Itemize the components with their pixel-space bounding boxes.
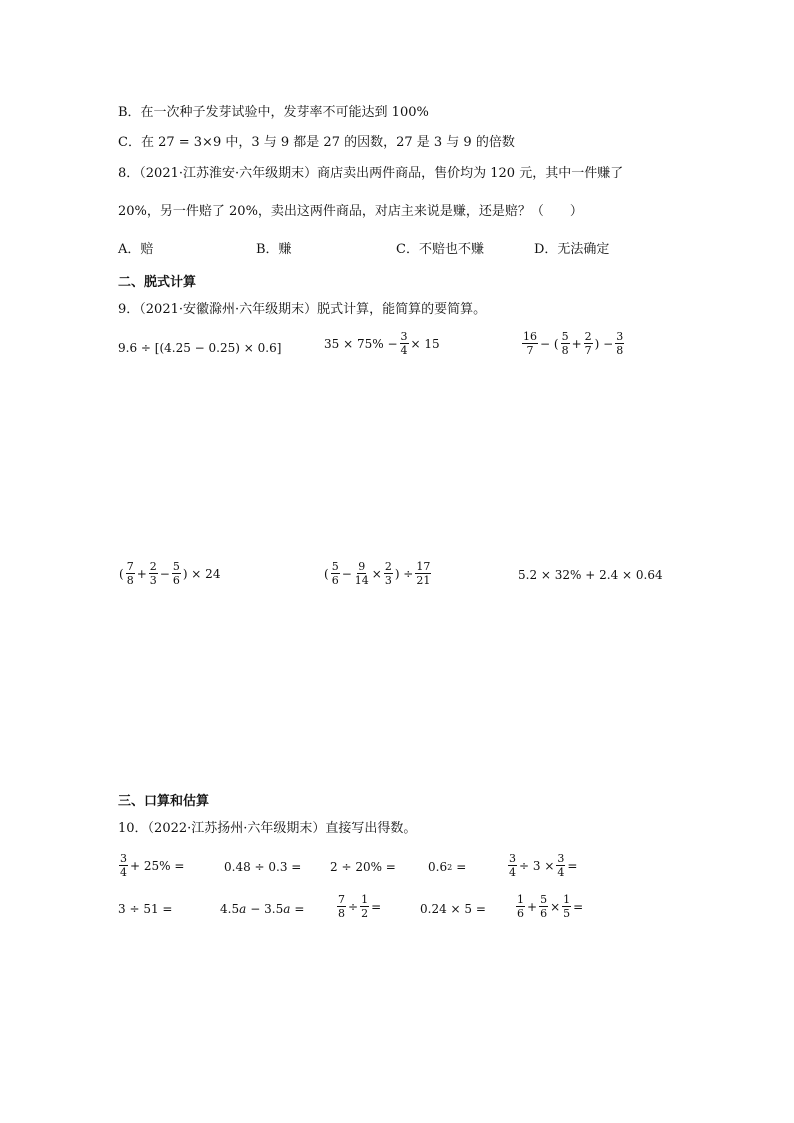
calc-r1-a — [118, 852, 185, 879]
expr-9-4-a: ( — [119, 566, 124, 581]
q8-option-d: D．无法确定 — [534, 242, 610, 257]
expr-9-5 — [323, 560, 432, 587]
numerator: 5 — [540, 893, 548, 906]
expr-9-3 — [521, 330, 625, 357]
q8-option-b: B．赚 — [256, 242, 292, 257]
calc-r2-d-text: 0.24 × 5 = — [420, 902, 486, 916]
q8-text-line1: 8．（2021·江苏淮安·六年级期末）商店卖出两件商品，售价均为 120 元，其中一件赚了 — [118, 166, 624, 181]
denominator: 4 — [557, 866, 565, 879]
fraction-17-21 — [415, 560, 431, 587]
expr-9-1-text: 9.6 ÷ [(4.25 − 0.25) × 0.6] — [118, 341, 282, 355]
q10-text: 10．（2022·江苏扬州·六年级期末）直接写出得数。 — [118, 821, 417, 836]
calc-r2-e-plus: + — [527, 899, 538, 914]
calc-r2-b-num2: − 3.5 — [250, 902, 284, 916]
numerator: 5 — [331, 560, 339, 573]
expr-9-3-b: − ( — [540, 336, 559, 351]
denominator: 3 — [384, 574, 392, 587]
fraction-3-4 — [508, 852, 517, 879]
numerator: 1 — [361, 893, 369, 906]
q8-text-line2: 20%，另一件赔了 20%，卖出这两件商品，对店主来说是赚，还是赔？（ ） — [118, 204, 583, 219]
fraction-2-7 — [584, 330, 593, 357]
denominator: 7 — [584, 344, 592, 357]
numerator: 3 — [120, 852, 127, 865]
fraction-3-4 — [556, 852, 565, 879]
numerator: 1 — [517, 893, 524, 906]
denominator: 8 — [616, 344, 624, 357]
fraction-3-4 — [400, 330, 409, 357]
expr-9-1 — [118, 336, 281, 360]
fraction-5-6 — [172, 560, 181, 587]
expr-9-4-d: ) × 24 — [182, 566, 221, 581]
expr-9-2 — [323, 330, 441, 357]
numerator: 2 — [584, 330, 592, 343]
denominator: 4 — [120, 866, 127, 879]
numerator: 9 — [358, 560, 366, 573]
numerator: 17 — [416, 560, 431, 573]
q8-option-a: A．赔 — [118, 242, 154, 257]
calc-r1-d-exponent: 2 — [447, 862, 453, 872]
calc-r2-c — [336, 893, 382, 920]
expr-9-5-b: − — [341, 566, 352, 581]
calc-r2-b — [220, 900, 304, 918]
calc-r1-b — [224, 858, 301, 876]
denominator: 8 — [338, 907, 345, 920]
calc-r2-e-times: × — [550, 899, 561, 914]
calc-r2-c-eq: = — [371, 899, 382, 914]
denominator: 4 — [509, 866, 516, 879]
expr-9-4-b: + — [136, 566, 147, 581]
numerator: 7 — [126, 560, 134, 573]
calc-r1-b-text: 0.48 ÷ 0.3 = — [224, 860, 302, 874]
expr-9-4-c: − — [159, 566, 170, 581]
calc-r1-d-base: 0.6 — [428, 860, 448, 874]
calc-r2-b-eq: = — [294, 902, 305, 916]
numerator: 3 — [557, 852, 565, 865]
numerator: 3 — [616, 330, 624, 343]
calc-r1-e — [507, 852, 578, 879]
denominator: 8 — [561, 344, 569, 357]
numerator: 1 — [563, 893, 571, 906]
calc-r2-d — [420, 900, 486, 918]
variable-a: a — [239, 902, 247, 916]
fraction-5-8 — [561, 330, 570, 357]
numerator: 5 — [561, 330, 569, 343]
denominator: 6 — [331, 574, 339, 587]
calc-r2-a-text: 3 ÷ 51 = — [118, 902, 173, 916]
expr-9-6 — [518, 565, 663, 585]
section3-title: 三、口算和估算 — [118, 794, 210, 809]
fraction-1-6 — [516, 893, 525, 920]
numerator: 3 — [509, 852, 516, 865]
fraction-3-8 — [615, 330, 624, 357]
numerator: 2 — [149, 560, 157, 573]
denominator: 2 — [361, 907, 369, 920]
expr-9-3-c: + — [571, 336, 582, 351]
denominator: 6 — [517, 907, 524, 920]
variable-a: a — [283, 902, 291, 916]
q7-option-b: B．在一次种子发芽试验中，发芽率不可能达到 100% — [118, 105, 429, 120]
calc-r1-e-ops: ÷ 3 × — [519, 858, 555, 873]
denominator: 7 — [526, 344, 534, 357]
denominator: 8 — [126, 574, 134, 587]
calc-r2-b-num1: 4.5 — [220, 902, 240, 916]
calc-r1-c — [330, 858, 396, 876]
fraction-3-4 — [119, 852, 128, 879]
expr-9-5-d: ) ÷ — [394, 566, 414, 581]
denominator: 6 — [540, 907, 548, 920]
calc-r2-a — [118, 900, 172, 918]
expr-9-5-c: × — [371, 566, 382, 581]
fraction-9-14 — [354, 560, 370, 587]
calc-r2-e — [515, 893, 584, 920]
expr-9-3-d: ) − — [594, 336, 614, 351]
denominator: 3 — [149, 574, 157, 587]
fraction-5-6 — [331, 560, 340, 587]
fraction-7-8 — [337, 893, 346, 920]
denominator: 5 — [563, 907, 571, 920]
q7-option-c: C．在 27 = 3×9 中，3 与 9 都是 27 的因数，27 是 3 与 9 的倍数 — [118, 135, 515, 150]
expr-9-6-text: 5.2 × 32% + 2.4 × 0.64 — [518, 568, 663, 582]
denominator: 6 — [172, 574, 180, 587]
fraction-7-8 — [126, 560, 135, 587]
fraction-16-7 — [522, 330, 538, 357]
numerator: 5 — [172, 560, 180, 573]
denominator: 14 — [354, 574, 369, 587]
fraction-2-3 — [149, 560, 158, 587]
calc-r1-d — [428, 858, 466, 876]
section2-title: 二、脱式计算 — [118, 275, 197, 290]
denominator: 4 — [400, 344, 408, 357]
calc-r2-c-op: ÷ — [348, 899, 359, 914]
q9-text: 9．（2021·安徽滁州·六年级期末）脱式计算，能简算的要简算。 — [118, 302, 487, 317]
numerator: 16 — [523, 330, 537, 343]
expr-9-5-a: ( — [324, 566, 329, 581]
fraction-5-6 — [539, 893, 548, 920]
expr-9-4 — [118, 560, 221, 587]
calc-r1-c-text: 2 ÷ 20% = — [330, 860, 396, 874]
fraction-1-5 — [562, 893, 571, 920]
calc-r1-d-eq: = — [456, 860, 467, 874]
expr-9-2-a: 35 × 75% − — [324, 336, 398, 351]
numerator: 2 — [384, 560, 392, 573]
fraction-1-2 — [360, 893, 369, 920]
numerator: 3 — [400, 330, 408, 343]
calc-r2-e-eq: = — [573, 899, 584, 914]
calc-r1-e-eq: = — [567, 858, 578, 873]
calc-r1-a-text: + 25% = — [130, 858, 185, 873]
fraction-2-3 — [384, 560, 393, 587]
q8-option-c: C．不赔也不赚 — [396, 242, 484, 257]
numerator: 7 — [338, 893, 345, 906]
denominator: 21 — [416, 574, 431, 587]
expr-9-2-b: × 15 — [410, 336, 440, 351]
